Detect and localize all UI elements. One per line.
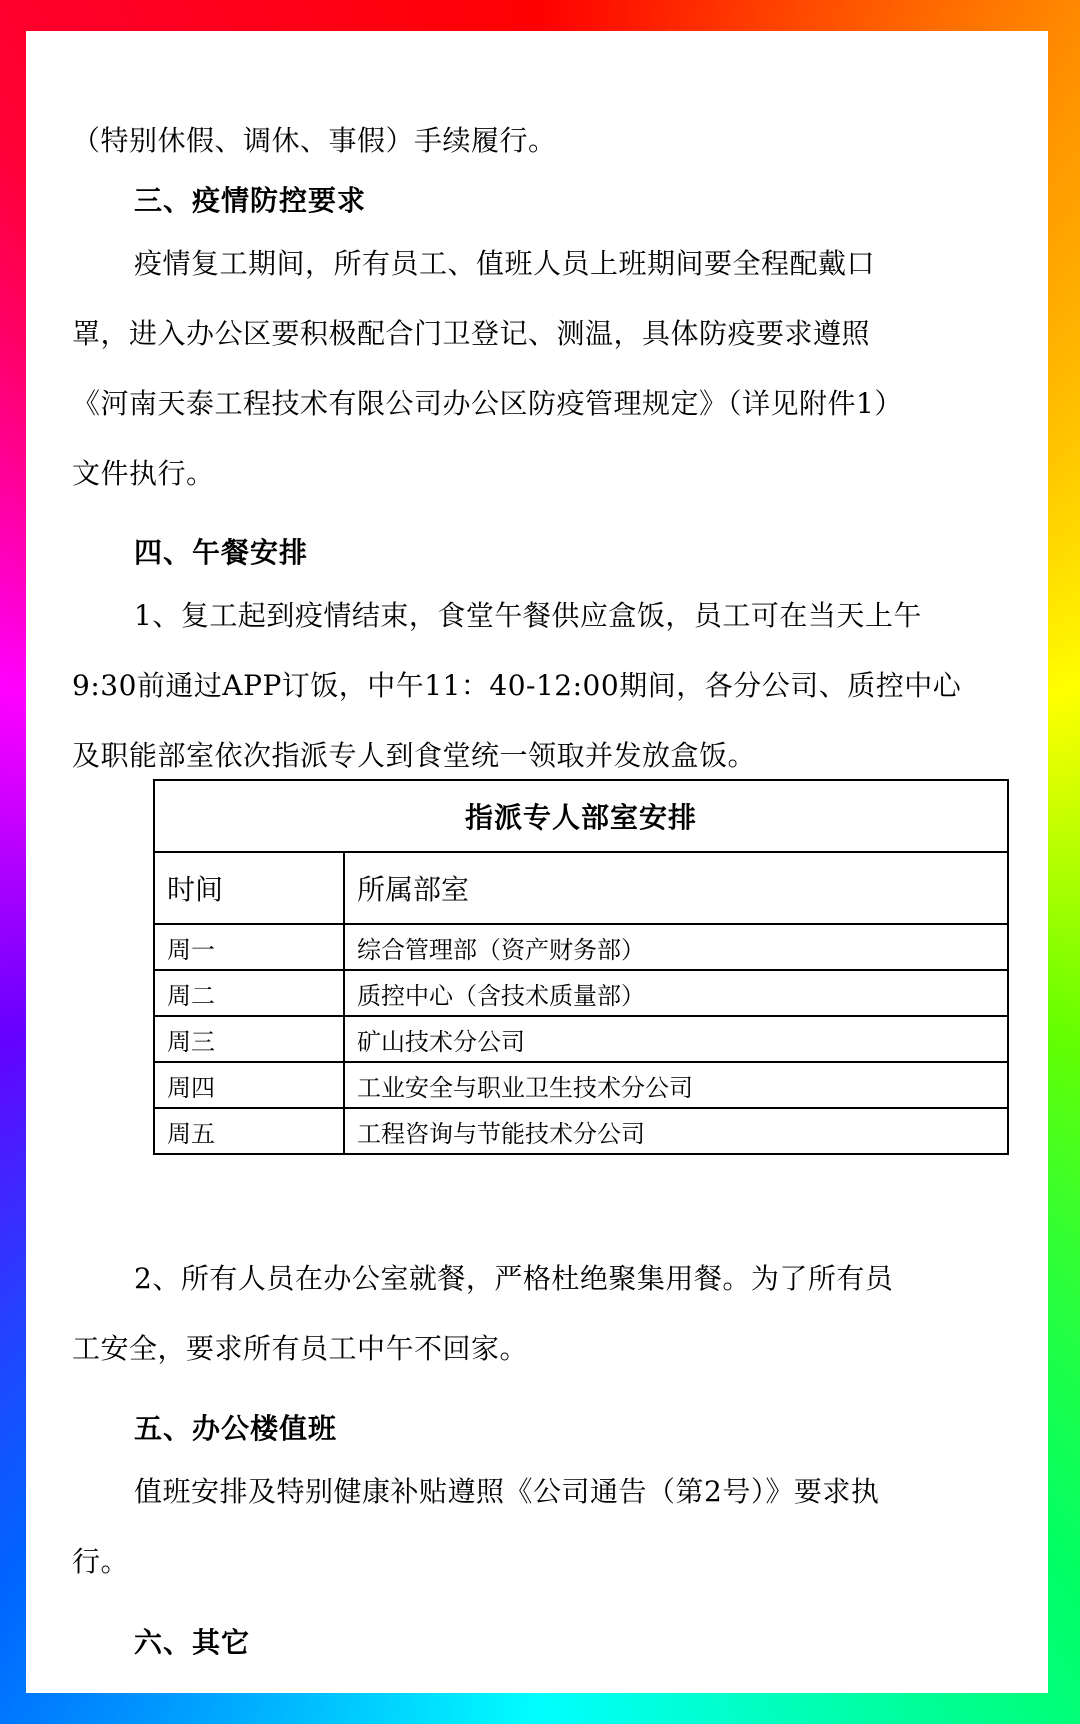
table-row bbox=[154, 970, 1008, 1016]
heading-epidemic-control: 三、疫情防控要求 bbox=[134, 184, 367, 217]
table-header-row bbox=[154, 852, 1008, 924]
cell-department: 工程咨询与节能技术分公司 bbox=[344, 1108, 1008, 1154]
heading-others: 六、其它 bbox=[134, 1626, 251, 1659]
text-line: 及职能部室依次指派专人到食堂统一领取并发放盒饭。 bbox=[72, 739, 757, 772]
text-line: 疫情复工期间，所有员工、值班人员上班期间要全程配戴口 bbox=[134, 247, 876, 280]
text-line: 9:30前通过APP订饭，中午11：40-12:00期间，各分公司、质控中心 bbox=[72, 669, 962, 702]
table-row bbox=[154, 1016, 1008, 1062]
text-line: 《河南天泰工程技术有限公司办公区防疫管理规定》（详见附件1） bbox=[72, 387, 903, 420]
column-header-time: 时间 bbox=[154, 852, 344, 924]
table-title: 指派专人部室安排 bbox=[154, 780, 1008, 852]
document-page bbox=[26, 31, 1048, 1693]
text-line: 1、复工起到疫情结束，食堂午餐供应盒饭，员工可在当天上午 bbox=[134, 599, 922, 632]
paragraph-dining-rules bbox=[72, 1244, 1008, 1384]
paragraph-office-duty bbox=[72, 1457, 1008, 1597]
cell-department: 综合管理部（资产财务部） bbox=[344, 924, 1008, 970]
paragraph-epidemic-control bbox=[72, 229, 1008, 509]
cell-department: 质控中心（含技术质量部） bbox=[344, 970, 1008, 1016]
text-line: 行。 bbox=[72, 1545, 130, 1578]
text-line: 文件执行。 bbox=[72, 457, 215, 490]
table-row bbox=[154, 924, 1008, 970]
cell-department: 矿山技术分公司 bbox=[344, 1016, 1008, 1062]
heading-lunch-arrangement: 四、午餐安排 bbox=[134, 536, 309, 569]
cell-day: 周二 bbox=[154, 970, 344, 1016]
text-line: 工安全，要求所有员工中午不回家。 bbox=[72, 1332, 529, 1365]
cell-day: 周一 bbox=[154, 924, 344, 970]
cell-day: 周三 bbox=[154, 1016, 344, 1062]
cell-department: 工业安全与职业卫生技术分公司 bbox=[344, 1062, 1008, 1108]
table-row bbox=[154, 1062, 1008, 1108]
cell-day: 周五 bbox=[154, 1108, 344, 1154]
text-line: 2、所有人员在办公室就餐，严格杜绝聚集用餐。为了所有员 bbox=[134, 1262, 894, 1295]
paragraph-lunch-ordering bbox=[72, 581, 1008, 791]
text-line: 值班安排及特别健康补贴遵照《公司通告（第2号）》要求执 bbox=[134, 1475, 880, 1508]
table-row bbox=[154, 1108, 1008, 1154]
heading-office-duty: 五、办公楼值班 bbox=[134, 1412, 338, 1445]
duty-assignment-table bbox=[153, 779, 1009, 1155]
cell-day: 周四 bbox=[154, 1062, 344, 1108]
column-header-department: 所属部室 bbox=[344, 852, 1008, 924]
text-line: 罩，进入办公区要积极配合门卫登记、测温，具体防疫要求遵照 bbox=[72, 317, 871, 350]
paragraph-leave-procedure: （特别休假、调休、事假）手续履行。 bbox=[72, 124, 557, 157]
